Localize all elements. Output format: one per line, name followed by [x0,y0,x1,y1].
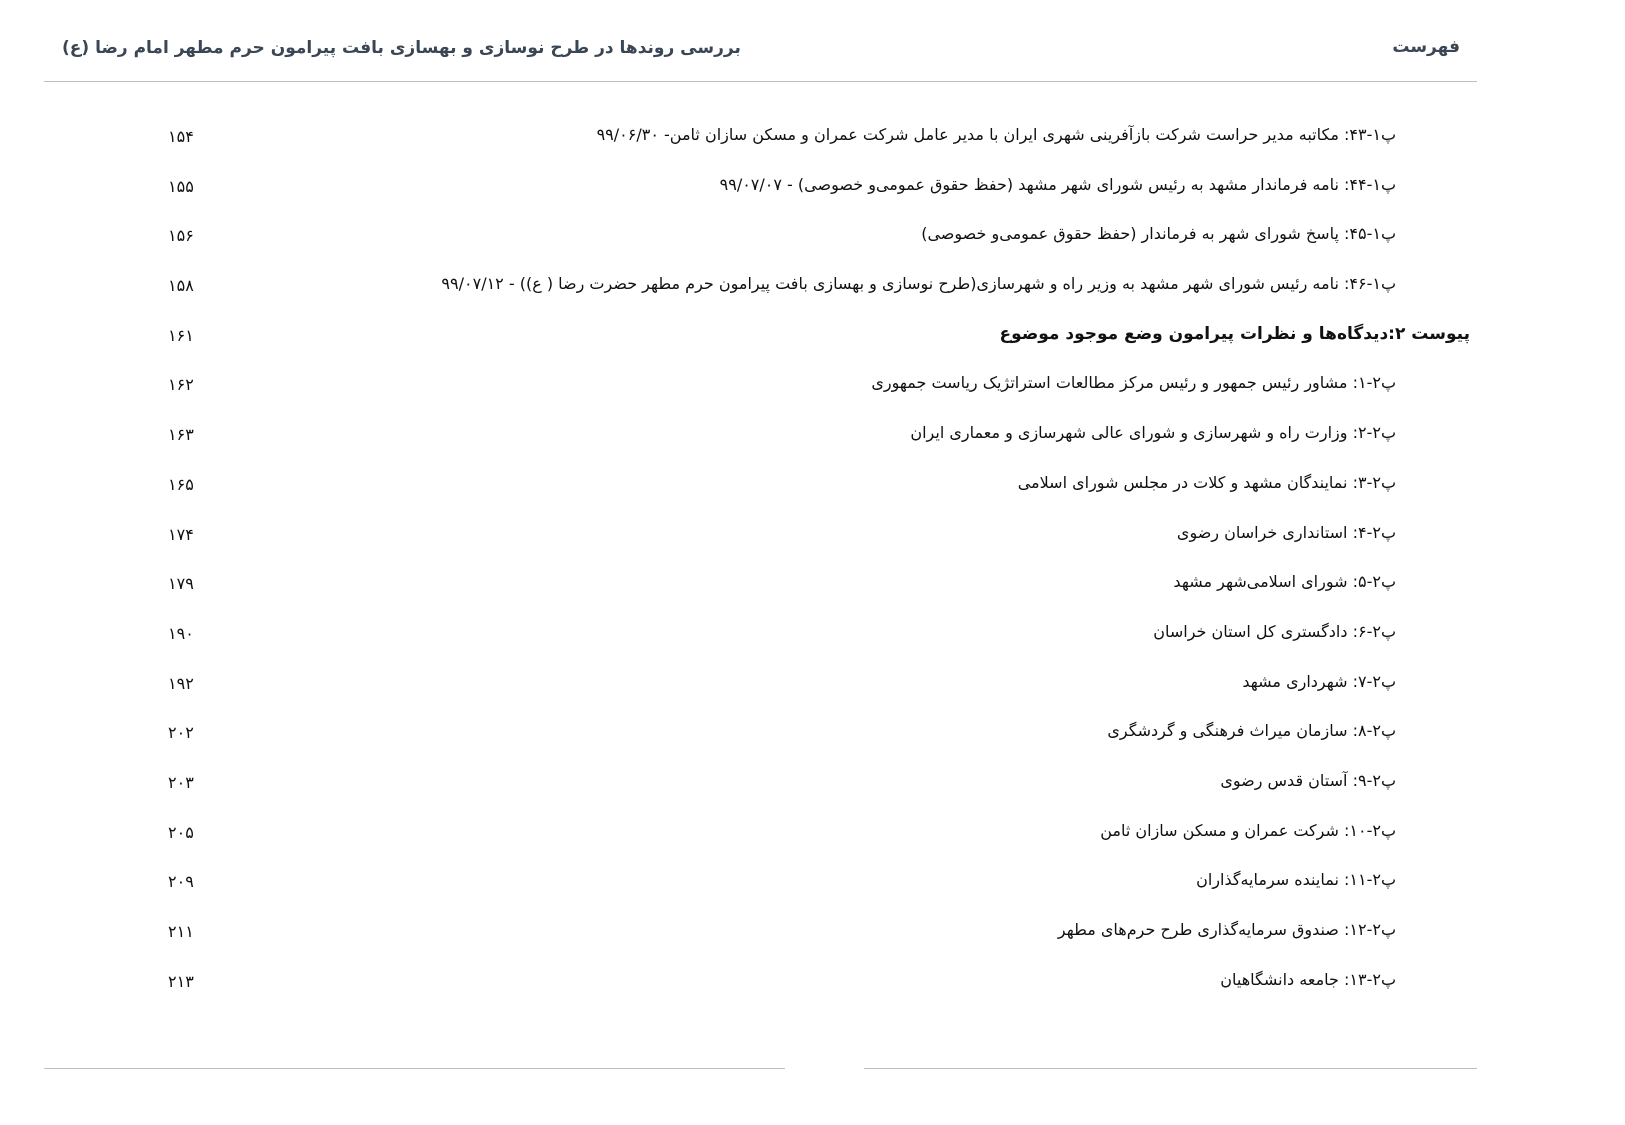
toc-entry-title[interactable]: پ۲-۱۲: صندوق سرمایه‌گذاری طرح حرم‌های مطهر [1057,920,1396,939]
document-title: بررسی روندها در طرح نوسازی و بهسازی بافت پیرامون حرم مطهر امام رضا (ع) [62,38,741,58]
toc-entry-page[interactable]: ۲۰۹ [168,872,194,892]
toc-entry[interactable] [0,224,1625,274]
toc-entry[interactable] [0,125,1625,175]
toc-entry[interactable] [0,821,1625,871]
toc-entry[interactable] [0,721,1625,771]
toc-entry-page[interactable]: ۱۷۹ [168,574,194,594]
toc-entry-title[interactable]: پ۱-۴۶: نامه رئیس شورای شهر مشهد به وزیر راه و شهرسازی(طرح نوسازی و بهسازی بافت پیرامون حرم مطهر حضرت رضا ( ع)) - ۹۹/۰۷/۱۲ [441,274,1396,294]
footer-divider-right [864,1068,1477,1069]
toc-entry-title[interactable]: پ۲-۱: مشاور رئیس جمهور و رئیس مرکز مطالعات استراتژیک ریاست جمهوری [871,373,1396,393]
toc-entry-title[interactable]: پ۱-۴۳: مکاتبه مدیر حراست شرکت بازآفرینی شهری ایران با مدیر عامل شرکت عمران و مسکن سازان ثامن- ۹۹/۰۶/۳۰ [596,125,1396,144]
section-title: فهرست [1392,37,1460,57]
toc-entry-title[interactable]: پ۲-۳: نمایندگان مشهد و کلات در مجلس شورای اسلامی [1017,472,1396,492]
toc-entry-page[interactable]: ۱۶۳ [168,425,194,445]
toc-entry-page[interactable]: ۲۱۱ [168,922,194,941]
toc-entry-page[interactable]: ۱۶۱ [168,325,194,345]
toc-entry-title[interactable]: پ۲-۹: آستان قدس رضوی [1220,770,1396,790]
toc-section-heading[interactable] [0,324,1625,374]
toc-entry-page[interactable]: ۱۶۵ [168,474,194,494]
toc-entry-title[interactable]: پ۲-۶: دادگستری کل استان خراسان [1153,621,1396,641]
toc-entry[interactable] [0,423,1625,473]
toc-entry-title[interactable]: پ۱-۴۴: نامه فرماندار مشهد به رئیس شورای شهر مشهد (حفظ حقوق عمومی‌و خصوصی) - ۹۹/۰۷/۰۷ [719,174,1396,194]
toc-entry[interactable] [0,622,1625,672]
toc-entry[interactable] [0,473,1625,523]
table-of-contents [0,125,1625,1019]
toc-entry[interactable] [0,523,1625,573]
toc-entry-title[interactable]: پ۲-۸: سازمان میراث فرهنگی و گردشگری [1107,721,1396,741]
toc-entry-page[interactable]: ۲۰۳ [168,772,194,792]
toc-entry-page[interactable]: ۱۵۸ [168,276,194,296]
toc-entry-page[interactable]: ۱۷۴ [168,524,194,544]
toc-entry-title[interactable]: پ۲-۱۳: جامعه دانشگاهیان [1220,969,1396,989]
toc-entry[interactable] [0,970,1625,1020]
toc-entry[interactable] [0,572,1625,622]
toc-entry[interactable] [0,920,1625,970]
toc-entry[interactable] [0,672,1625,722]
toc-entry-page[interactable]: ۱۹۲ [168,673,194,693]
toc-entry-title[interactable]: پیوست ۲:دیدگاه‌ها و نظرات پیرامون وضع موجود موضوع [999,323,1470,344]
toc-entry[interactable] [0,373,1625,423]
toc-entry-page[interactable]: ۲۰۲ [168,723,194,743]
toc-entry-page[interactable]: ۱۵۶ [168,226,194,246]
toc-entry-title[interactable]: پ۲-۵: شورای اسلامی‌شهر مشهد [1173,572,1396,592]
toc-entry-page[interactable]: ۲۱۳ [168,971,194,991]
toc-entry-page[interactable]: ۱۶۲ [168,375,194,395]
toc-entry-title[interactable]: پ۱-۴۵: پاسخ شورای شهر به فرماندار (حفظ حقوق عمومی‌و خصوصی) [921,224,1396,244]
toc-entry-page[interactable]: ۱۵۴ [168,127,194,146]
toc-entry-title[interactable]: پ۲-۱۰: شرکت عمران و مسکن سازان ثامن [1100,820,1396,840]
toc-entry[interactable] [0,274,1625,324]
toc-entry-title[interactable]: پ۲-۱۱: نماینده سرمایه‌گذاران [1196,870,1396,890]
header-divider [44,81,1477,82]
toc-entry-page[interactable]: ۱۵۵ [168,176,194,196]
toc-entry-title[interactable]: پ۲-۷: شهرداری مشهد [1242,671,1396,691]
toc-entry-page[interactable]: ۱۹۰ [168,623,194,643]
toc-entry-page[interactable]: ۲۰۵ [168,822,194,842]
footer-divider-left [44,1068,785,1069]
toc-entry-title[interactable]: پ۲-۴: استانداری خراسان رضوی [1176,522,1396,542]
toc-entry[interactable] [0,771,1625,821]
toc-entry-title[interactable]: پ۲-۲: وزارت راه و شهرسازی و شورای عالی شهرسازی و معماری ایران [910,423,1396,443]
toc-entry[interactable] [0,870,1625,920]
toc-entry[interactable] [0,175,1625,225]
